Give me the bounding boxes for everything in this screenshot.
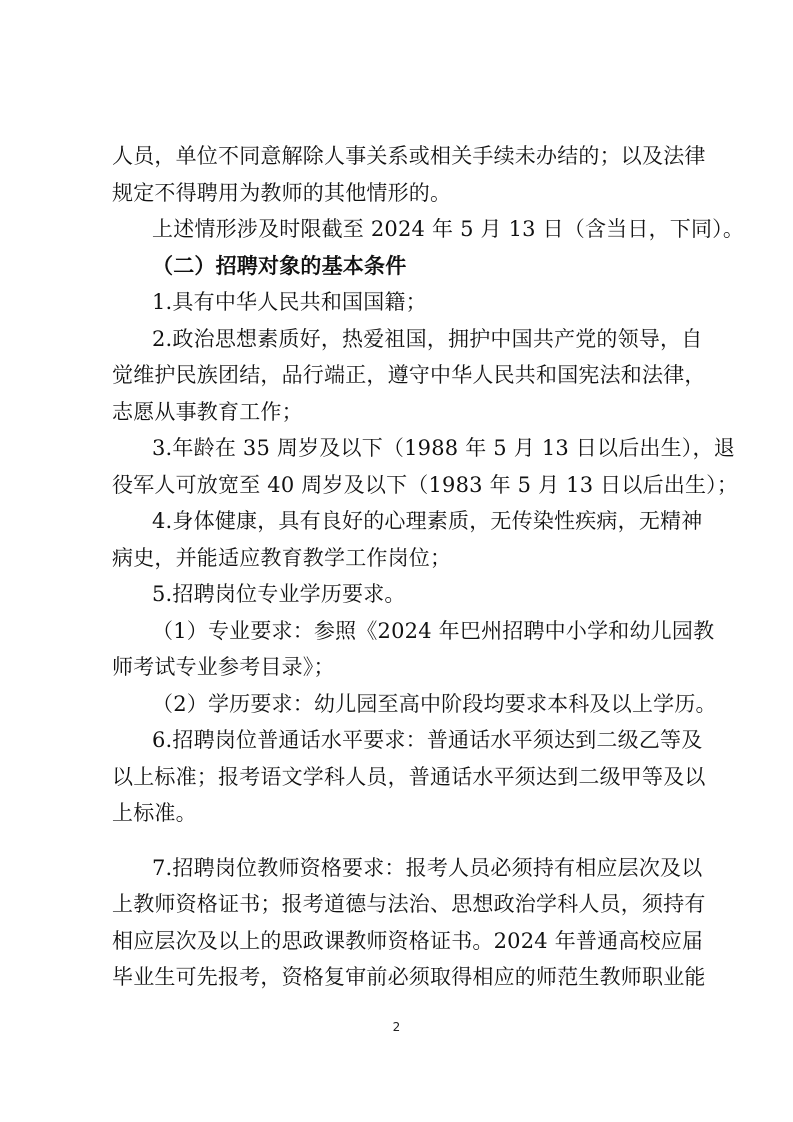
body-line: 上教师资格证书；报考道德与法治、思想政治学科人员，须持有 — [112, 892, 706, 916]
body-line: 志愿从事教育工作； — [112, 399, 303, 424]
body-line: 役军人可放宽至 40 周岁及以下（1983 年 5 月 13 日以后出生）； — [112, 472, 739, 497]
page-number: 2 — [392, 1020, 401, 1034]
body-line: 6.招聘岗位普通话水平要求：普通话水平须达到二级乙等及 — [152, 728, 703, 752]
body-line: 1.具有中华人民共和国国籍； — [152, 290, 427, 314]
body-line: 上述情形涉及时限截至 2024 年 5 月 13 日（含当日，下同）。 — [152, 217, 745, 241]
body-line: 3.年龄在 35 周岁及以下（1988 年 5 月 13 日以后出生），退 — [152, 436, 735, 460]
body-line: 以上标准；报考语文学科人员，普通话水平须达到二级甲等及以 — [112, 764, 706, 789]
paragraph-gap — [112, 832, 697, 850]
body-line: 规定不得聘用为教师的其他情形的。 — [112, 180, 452, 205]
body-line: 4.身体健康，具有良好的心理素质，无传染性疾病，无精神 — [152, 509, 703, 533]
body-line: 2.政治思想素质好，热爱祖国，拥护中国共产党的领导，自 — [152, 326, 703, 351]
body-line: 师考试专业参考目录》； — [112, 655, 335, 679]
body-line: 人员，单位不同意解除人事关系或相关手续未办结的；以及法律 — [112, 144, 706, 168]
body-line: 7.招聘岗位教师资格要求：报考人员必须持有相应层次及以 — [152, 855, 703, 880]
body-line: 相应层次及以上的思政课教师资格证书。2024 年普通高校应届 — [112, 928, 704, 953]
body-line: （2）学历要求：幼儿园至高中阶段均要求本科及以上学历。 — [152, 691, 717, 716]
body-line: 上标准。 — [112, 801, 197, 825]
document-body — [112, 138, 745, 996]
body-line: （1）专业要求：参照《2024 年巴州招聘中小学和幼儿园教 — [152, 618, 715, 643]
body-line: 病史，并能适应教育教学工作岗位； — [112, 545, 452, 570]
section-heading: （二）招聘对象的基本条件 — [152, 252, 407, 278]
body-line: 觉维护民族团结，品行端正，遵守中华人民共和国宪法和法律， — [112, 363, 706, 387]
body-line: 5.招聘岗位专业学历要求。 — [152, 582, 406, 606]
body-line: 毕业生可先报考，资格复审前必须取得相应的师范生教师职业能 — [112, 965, 706, 989]
